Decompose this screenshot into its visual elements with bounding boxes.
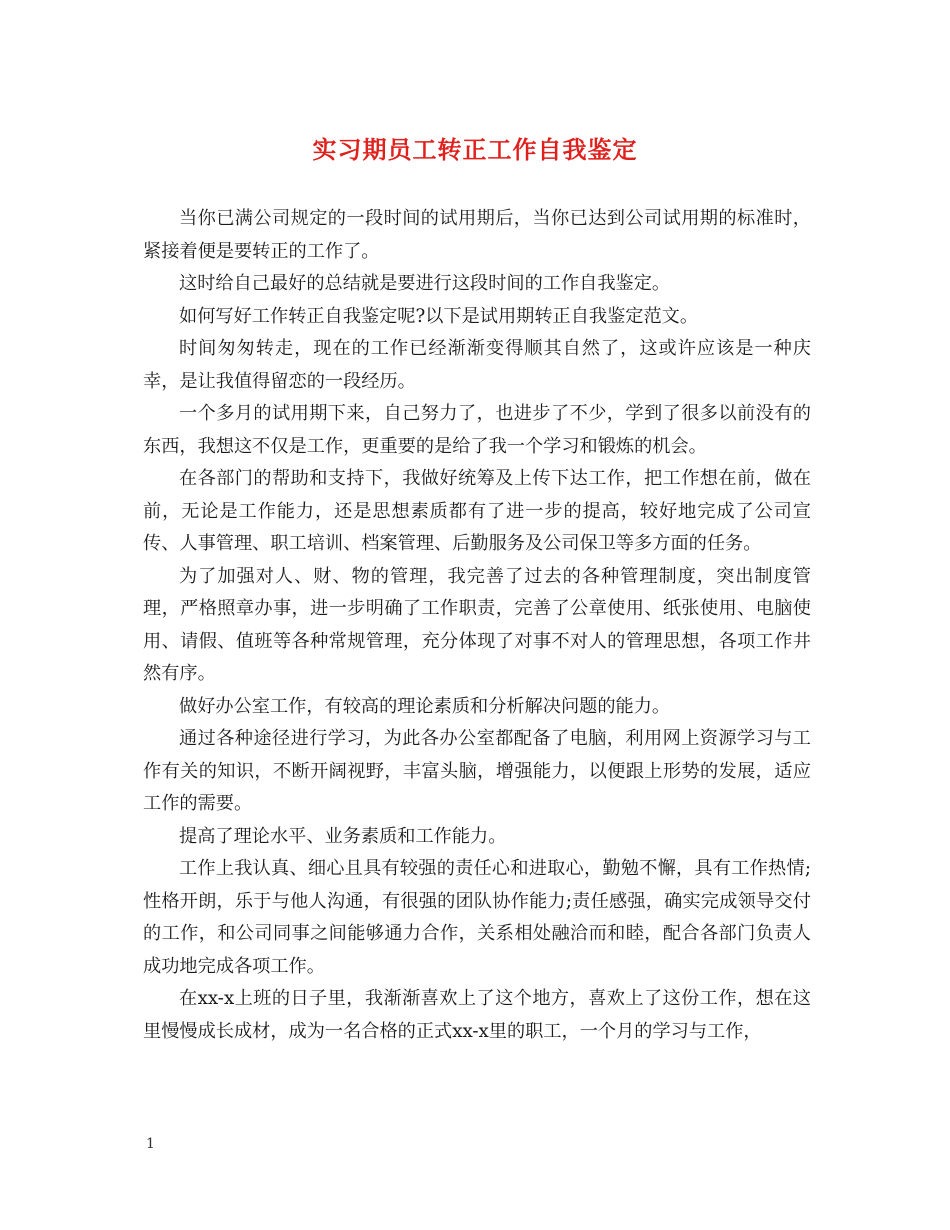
document-title: 实习期员工转正工作自我鉴定 — [312, 135, 638, 164]
paragraph: 工作上我认真、细心且具有较强的责任心和进取心，勤勉不懈，具有工作热情;性格开朗，乐于与他人沟通，有很强的团队协作能力;责任感强，确实完成领导交付的工作，和公司同事之间能够通力合作，关系相处融洽而和睦，配合各部门负责人成功地完成各项工作。 — [143, 858, 811, 977]
paragraph: 时间匆匆转走，现在的工作已经渐渐变得顺其自然了，这或许应该是一种庆幸，是让我值得留恋的一段经历。 — [143, 338, 811, 392]
paragraph: 在各部门的帮助和支持下，我做好统筹及上传下达工作，把工作想在前，做在前，无论是工作能力，还是思想素质都有了进一步的提高，较好地完成了公司宣传、人事管理、职工培训、档案管理、后勤服务及公司保卫等多方面的任务。 — [143, 468, 811, 554]
paragraph: 当你已满公司规定的一段时间的试用期后，当你已达到公司试用期的标准时，紧接着便是要转正的工作了。 — [143, 208, 811, 262]
paragraph: 一个多月的试用期下来，自己努力了，也进步了不少，学到了很多以前没有的东西，我想这不仅是工作，更重要的是给了我一个学习和锻炼的机会。 — [143, 403, 811, 457]
document-body — [143, 203, 811, 1048]
page-number: 1 — [146, 1136, 155, 1152]
paragraph: 通过各种途径进行学习，为此各办公室都配备了电脑，利用网上资源学习与工作有关的知识，不断开阔视野，丰富头脑，增强能力，以便跟上形势的发展，适应工作的需要。 — [143, 728, 811, 814]
paragraph: 提高了理论水平、业务素质和工作能力。 — [179, 825, 507, 847]
paragraph: 这时给自己最好的总结就是要进行这段时间的工作自我鉴定。 — [179, 273, 671, 294]
paragraph: 在xx-x上班的日子里，我渐渐喜欢上了这个地方，喜欢上了这份工作，想在这里慢慢成长成材，成为一名合格的正式xx-x里的职工，一个月的学习与工作， — [143, 988, 811, 1042]
paragraph: 如何写好工作转正自我鉴定呢?以下是试用期转正自我鉴定范文。 — [179, 305, 699, 327]
paragraph: 为了加强对人、财、物的管理，我完善了过去的各种管理制度，突出制度管理，严格照章办事，进一步明确了工作职责，完善了公章使用、纸张使用、电脑使用、请假、值班等各种常规管理，充分体现了对事不对人的管理思想，各项工作井然有序。 — [143, 565, 811, 684]
paragraph: 做好办公室工作，有较高的理论素质和分析解决问题的能力。 — [179, 695, 671, 717]
